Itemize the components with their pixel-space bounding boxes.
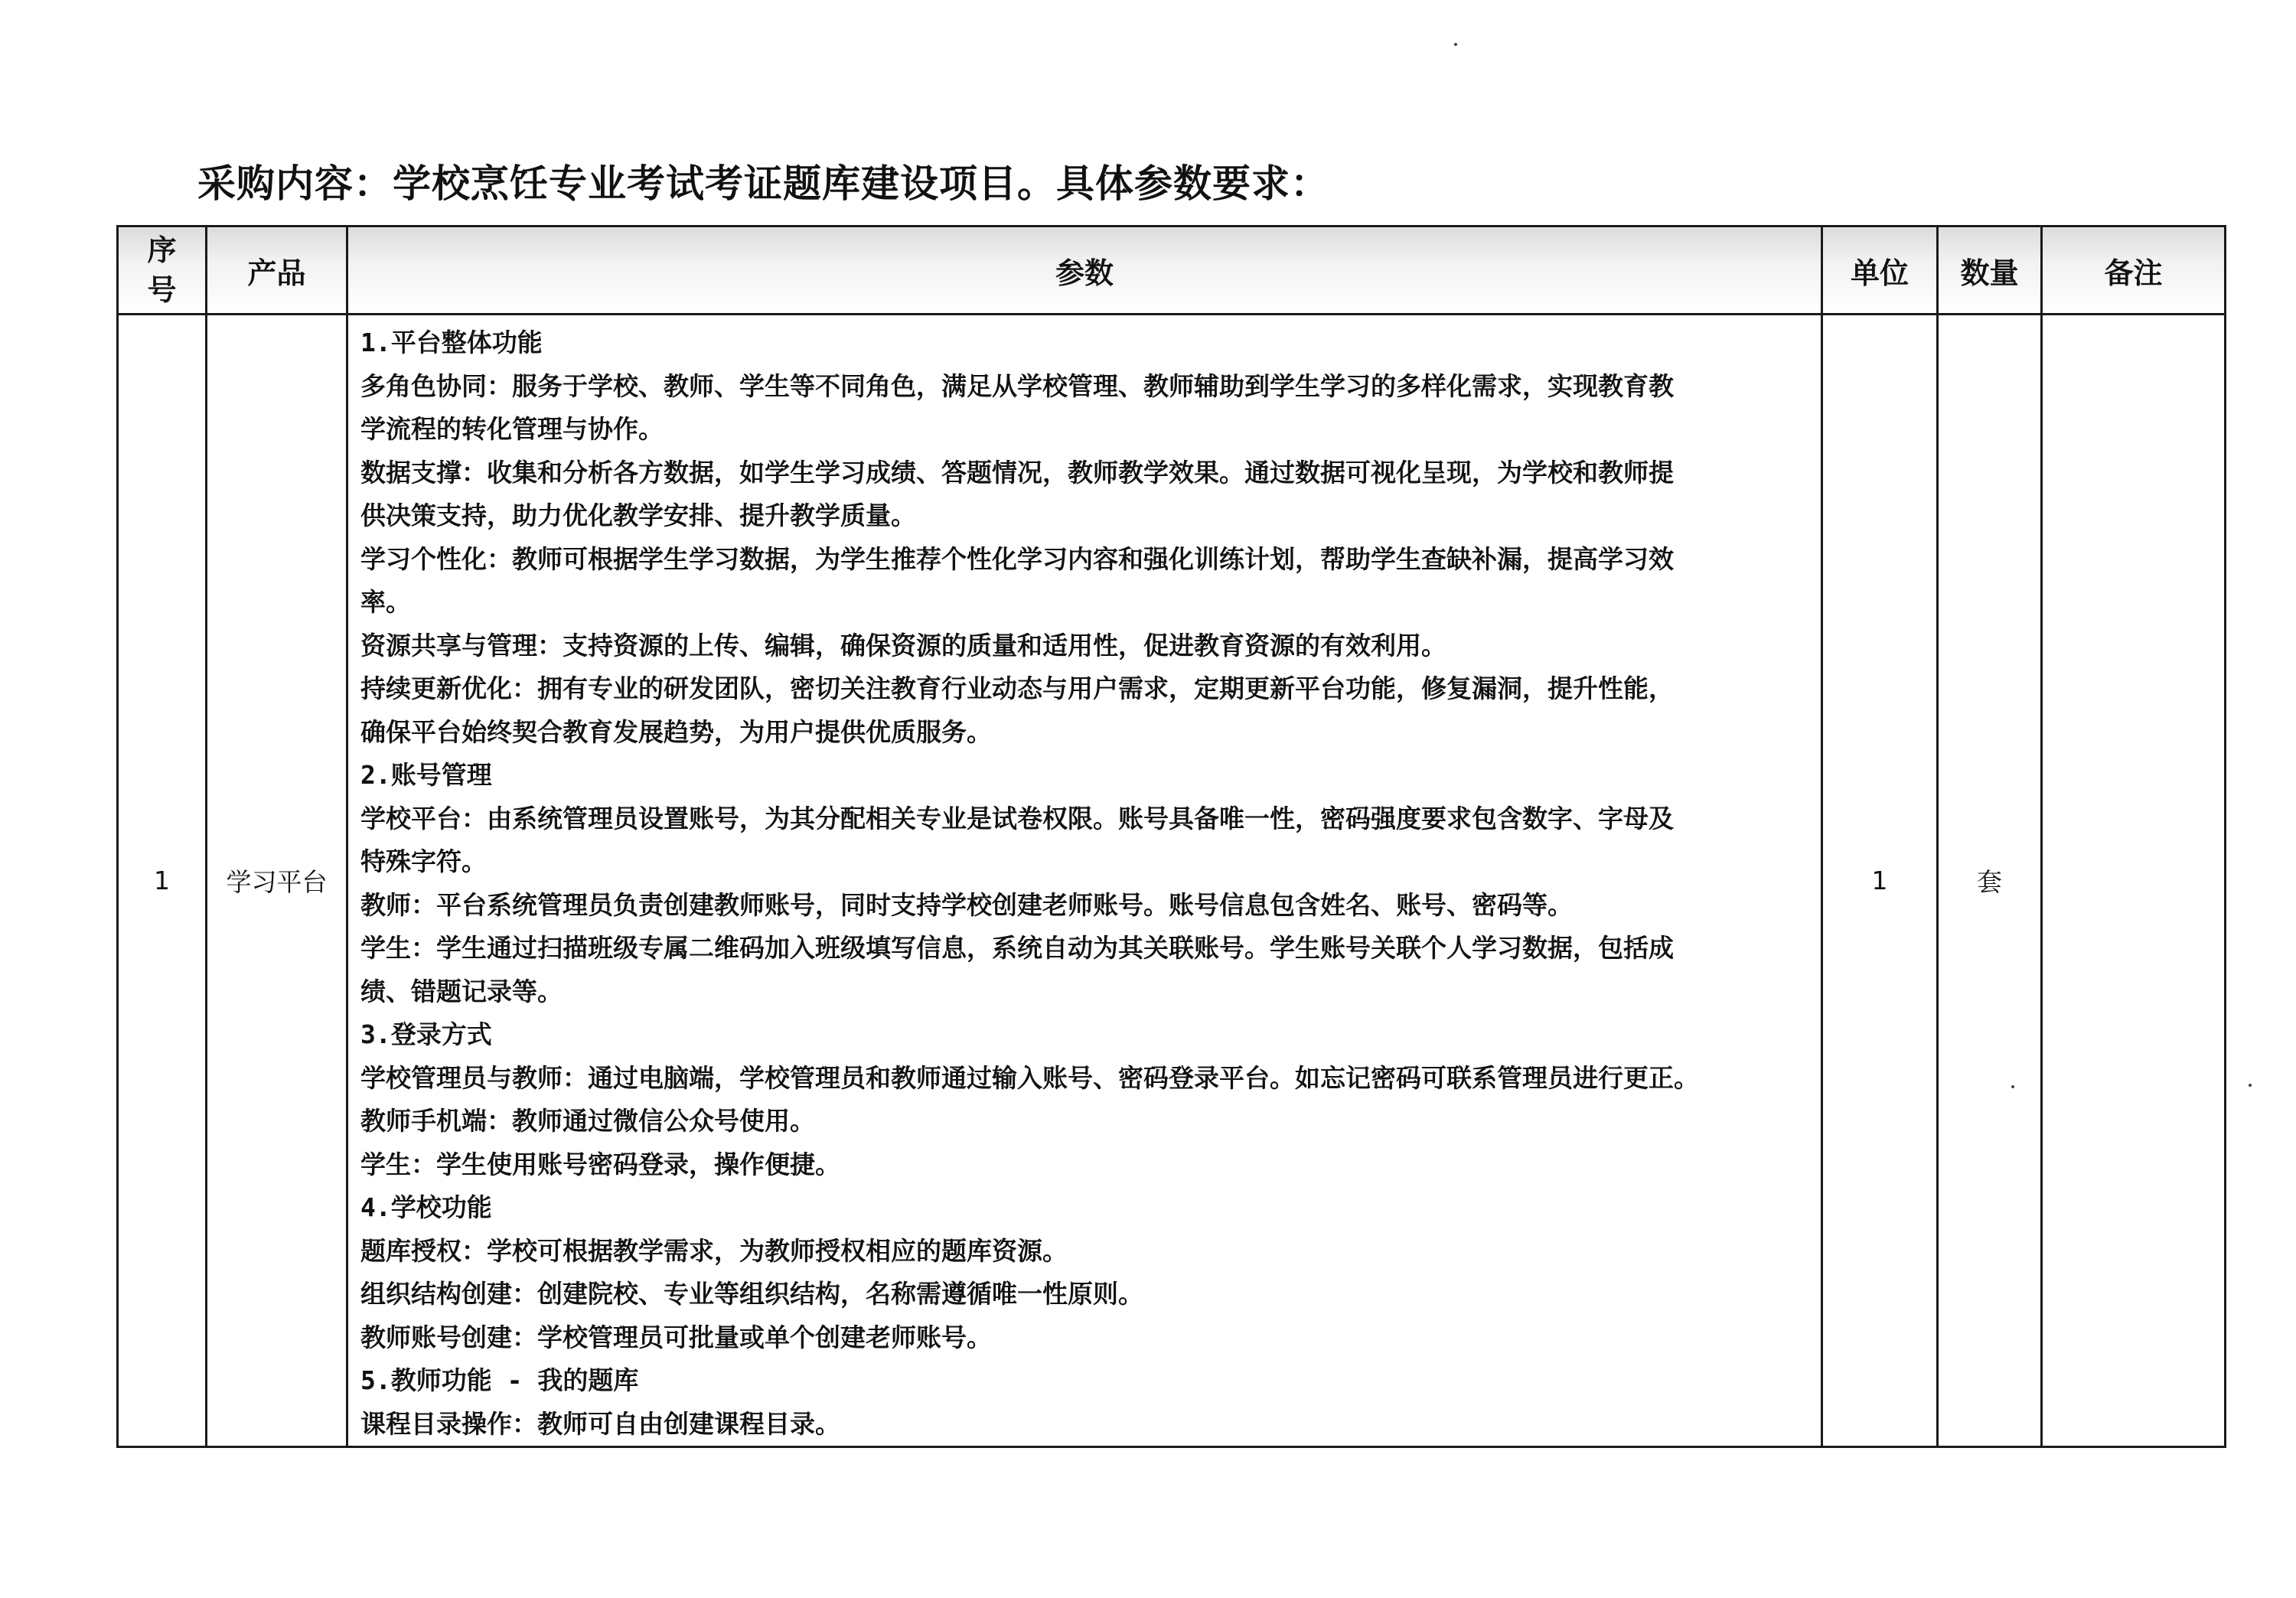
param-line: 供决策支持，助力优化教学安排、提升教学质量。 bbox=[360, 501, 916, 530]
param-line: 学校平台：由系统管理员设置账号，为其分配相关专业是试卷权限。账号具备唯一性，密码强度要求包含数字、字母及 bbox=[360, 803, 1674, 833]
param-line: 资源共享与管理：支持资源的上传、编辑，确保资源的质量和适用性，促进教育资源的有效利用。 bbox=[360, 630, 1446, 660]
header-seq-line2: 号 bbox=[147, 273, 177, 307]
header-product: 产品 bbox=[207, 227, 347, 315]
param-line: 教师：平台系统管理员负责创建教师账号，同时支持学校创建老师账号。账号信息包含姓名、账号、密码等。 bbox=[360, 889, 1573, 920]
header-seq bbox=[118, 227, 207, 315]
param-line: 课程目录操作：教师可自由创建课程目录。 bbox=[360, 1408, 840, 1439]
param-line: 学生：学生使用账号密码登录，操作便捷。 bbox=[360, 1149, 840, 1179]
param-line: 1.平台整体功能 bbox=[360, 328, 543, 357]
param-line: 持续更新优化：拥有专业的研发团队，密切关注教育行业动态与用户需求，定期更新平台功能，修复漏洞，提升性能， bbox=[360, 673, 1674, 703]
header-remarks: 备注 bbox=[2042, 227, 2226, 315]
header-quantity: 数量 bbox=[1938, 227, 2042, 315]
param-line: 绩、错题记录等。 bbox=[360, 976, 563, 1006]
table-row bbox=[118, 315, 2226, 1447]
header-seq-line1: 序 bbox=[147, 233, 177, 267]
spec-table bbox=[116, 225, 2226, 1448]
param-line: 学流程的转化管理与协作。 bbox=[360, 414, 664, 444]
row-quantity: 套 bbox=[1938, 315, 2042, 1447]
row-product: 学习平台 bbox=[207, 315, 347, 1447]
param-line: 组织结构创建：创建院校、专业等组织结构，名称需遵循唯一性原则。 bbox=[360, 1279, 1143, 1309]
param-line: 3.登录方式 bbox=[360, 1019, 492, 1049]
table-header-row bbox=[118, 227, 2226, 315]
scan-speck bbox=[1454, 43, 1457, 46]
param-line: 4.学校功能 bbox=[360, 1192, 492, 1222]
param-line: 学生：学生通过扫描班级专属二维码加入班级填写信息，系统自动为其关联账号。学生账号关联个人学习数据，包括成 bbox=[360, 933, 1674, 963]
row-params bbox=[347, 315, 1822, 1447]
row-unit: 1 bbox=[1822, 315, 1938, 1447]
header-unit: 单位 bbox=[1822, 227, 1938, 315]
param-line: 题库授权：学校可根据教学需求，为教师授权相应的题库资源。 bbox=[360, 1235, 1068, 1266]
param-line: 教师手机端：教师通过微信公众号使用。 bbox=[360, 1106, 815, 1136]
page-title: 采购内容：学校烹饪专业考试考证题库建设项目。具体参数要求： bbox=[197, 161, 1329, 206]
param-line: 率。 bbox=[360, 587, 411, 617]
param-line: 学习个性化：教师可根据学生学习数据，为学生推荐个性化学习内容和强化训练计划，帮助学生查缺补漏，提高学习效 bbox=[360, 543, 1674, 574]
row-remarks bbox=[2042, 315, 2226, 1447]
param-line: 学校管理员与教师：通过电脑端，学校管理员和教师通过输入账号、密码登录平台。如忘记密码可联系管理员进行更正。 bbox=[360, 1062, 1699, 1093]
param-line: 2.账号管理 bbox=[360, 760, 492, 790]
param-line: 5.教师功能 - 我的题库 bbox=[360, 1365, 639, 1395]
param-line: 多角色协同：服务于学校、教师、学生等不同角色，满足从学校管理、教师辅助到学生学习的多样化需求，实现教育教 bbox=[360, 370, 1674, 401]
param-line: 确保平台始终契合教育发展趋势，为用户提供优质服务。 bbox=[360, 716, 992, 747]
scan-speck bbox=[2249, 1084, 2252, 1087]
header-params: 参数 bbox=[347, 227, 1822, 315]
param-line: 教师账号创建：学校管理员可批量或单个创建老师账号。 bbox=[360, 1322, 992, 1352]
param-line: 特殊字符。 bbox=[360, 846, 487, 876]
param-line: 数据支撑：收集和分析各方数据，如学生学习成绩、答题情况，教师教学效果。通过数据可视化呈现，为学校和教师提 bbox=[360, 457, 1674, 488]
row-seq: 1 bbox=[118, 315, 207, 1447]
